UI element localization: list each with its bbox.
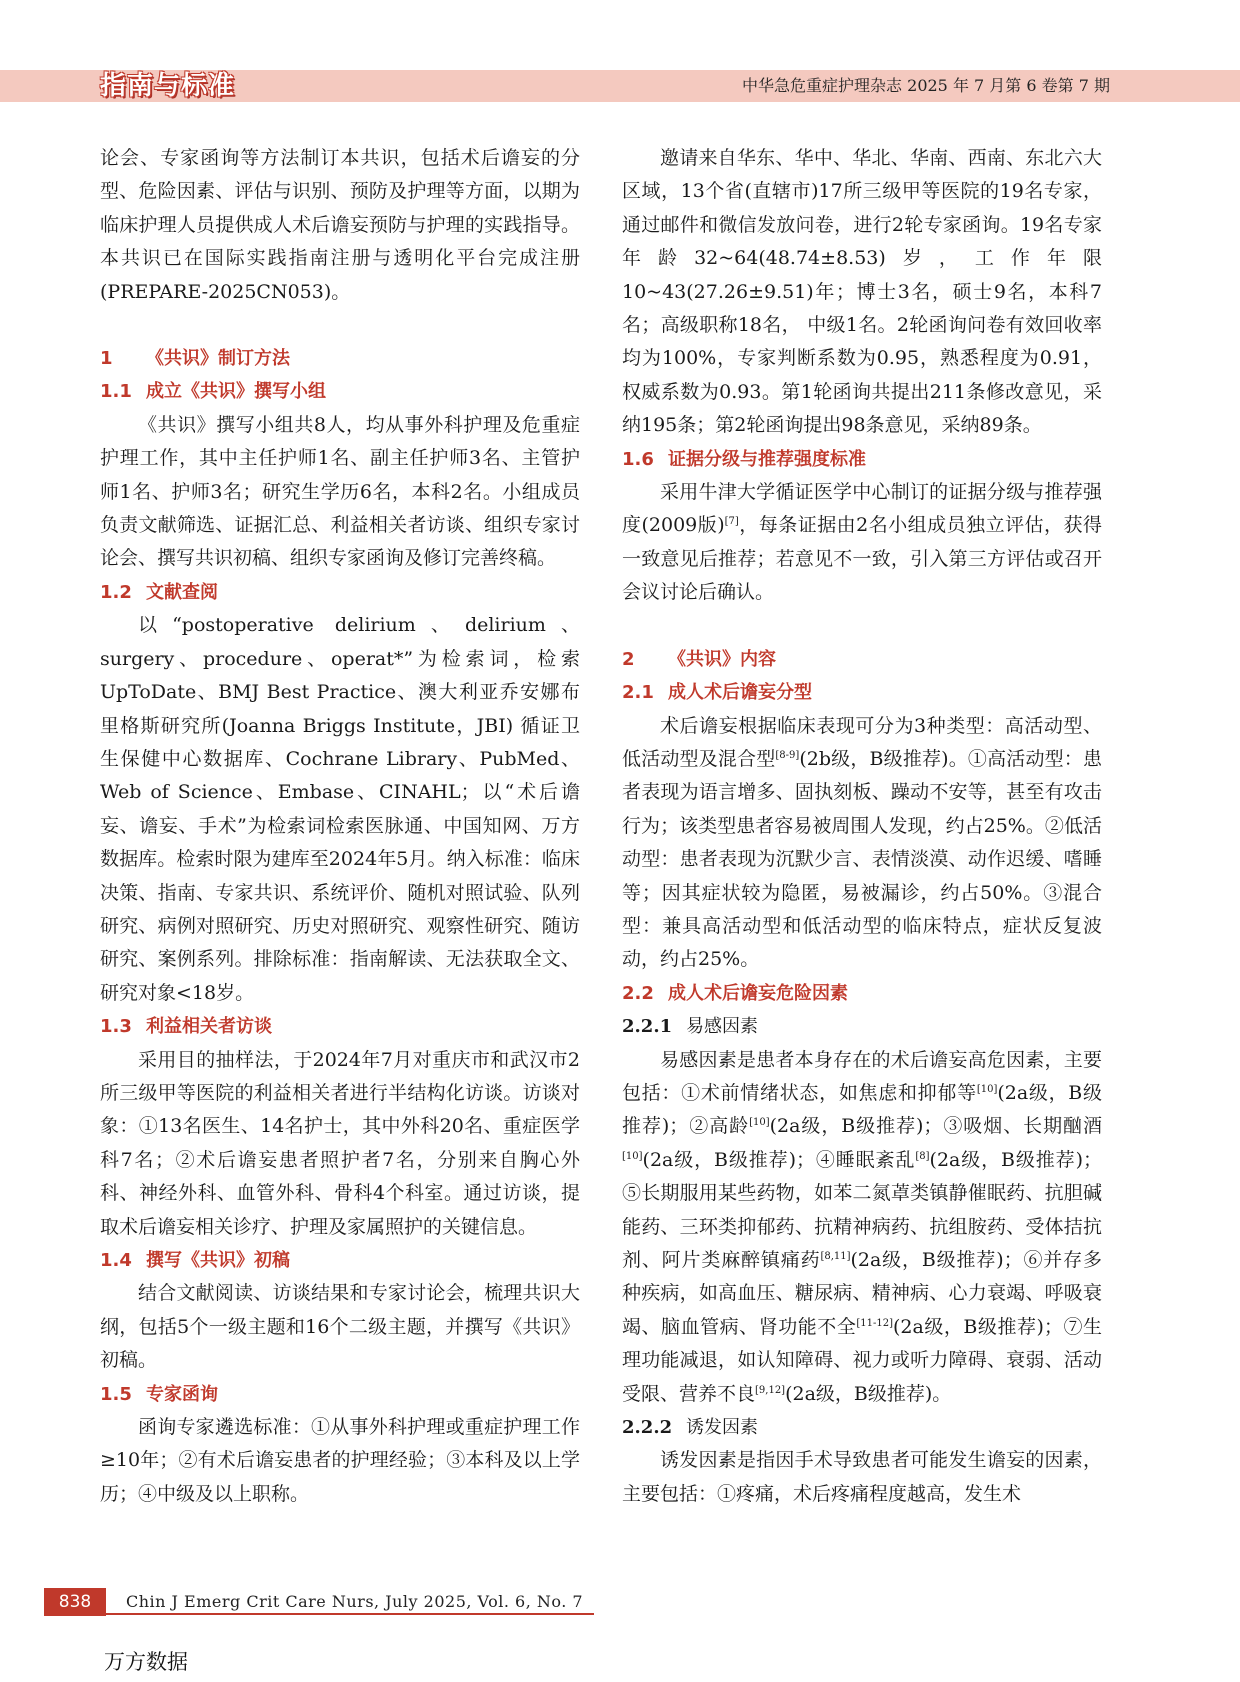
citation: [8] bbox=[915, 1150, 930, 1162]
section-tag: 指南与标准 bbox=[100, 71, 236, 101]
heading-1-5: 1.5 专家函询 bbox=[100, 1383, 218, 1405]
page-number: 838 bbox=[44, 1588, 106, 1616]
left-column bbox=[100, 142, 580, 1511]
citation: [9,12] bbox=[755, 1384, 786, 1396]
heading-2-1: 2.1 成人术后谵妄分型 bbox=[622, 682, 812, 704]
citation: [10] bbox=[976, 1083, 998, 1095]
heading-2-2: 2.2 成人术后谵妄危险因素 bbox=[622, 982, 848, 1004]
paragraph-1-1: 《共识》撰写小组共8人，均从事外科护理及危重症护理工作，其中主任护师1名、副主任护师3名、主管护师1名、护师3名；研究生学历6名，本科2名。小组成员负责文献筛选、证据汇总、利益相关者访谈、组织专家讨论会、撰写共识初稿、组织专家函询及修订完善终稿。 bbox=[100, 413, 580, 570]
heading-2-2-1: 2.2.1 易感因素 bbox=[622, 1016, 758, 1038]
heading-1-3: 1.3 利益相关者访谈 bbox=[100, 1016, 272, 1038]
right-column bbox=[622, 142, 1102, 1511]
paragraph-1-4: 结合文献阅读、访谈结果和专家讨论会，梳理共识大纲，包括5个一级主题和16个二级主题，并撰写《共识》初稿。 bbox=[100, 1282, 580, 1372]
paragraph-1-3: 采用目的抽样法，于2024年7月对重庆市和武汉市2所三级甲等医院的利益相关者进行半结构化访谈。访谈对象：①13名医生、14名护士，其中外科20名、重症医学科7名；②术后谵妄患者照护者7名，分别来自胸心外科、神经外科、血管外科、骨科4个科室。通过访谈，提取术后谵妄相关诊疗、护理及家属照护的关键信息。 bbox=[100, 1048, 580, 1238]
citation: [10] bbox=[749, 1117, 770, 1129]
citation: [8,11] bbox=[820, 1251, 851, 1262]
heading-1: 1 《共识》制订方法 bbox=[100, 348, 290, 370]
watermark: 万方数据 bbox=[104, 1650, 188, 1674]
citation: [8-9] bbox=[775, 749, 800, 761]
citation: [7] bbox=[724, 516, 739, 528]
paragraph-1-2: 以“postoperative delirium、delirium、surgery、procedure、operat*”为检索词，检索UpToDate、BMJ Best Practice、澳大利亚乔安娜布里格斯研究所(Joanna Briggs Institute，JBI) 循证卫生保健中心数据库、Cochrane Library、PubMed、Web of Science、Embase、CINAHL；以“术后谵妄、谵妄、手术”为检索词检索医脉通、中国知网、万方数据库。检索时限为建库至2024年5月。纳入标准：临床决策、指南、专家共识、系统评价、随机对照试验、队列研究、病例对照研究、历史对照研究、观察性研究、随访研究、案例系列。排除标准：指南解读、无法获取全文、研究对象<18岁。 bbox=[100, 614, 580, 1004]
intro-paragraph: 论会、专家函询等方法制订本共识，包括术后谵妄的分型、危险因素、评估与识别、预防及护理等方面，以期为临床护理人员提供成人术后谵妄预防与护理的实践指导。本共识已在国际实践指南注册与透明化平台完成注册(PREPARE-2025CN053)。 bbox=[100, 147, 580, 303]
heading-1-2: 1.2 文献查阅 bbox=[100, 581, 218, 603]
paragraph-2-2-2: 诱发因素是指因手术导致患者可能发生谵妄的因素，主要包括：①疼痛，术后疼痛程度越高，发生术 bbox=[622, 1449, 1102, 1505]
heading-1-1: 1.1 成立《共识》撰写小组 bbox=[100, 381, 326, 403]
heading-2: 2 《共识》内容 bbox=[622, 648, 776, 670]
paragraph-1-6: 采用牛津大学循证医学中心制订的证据分级与推荐强度(2009版)[7]，每条证据由2名小组成员独立评估，获得一致意见后推荐；若意见不一致，引入第三方评估或召开会议讨论后确认。 bbox=[622, 481, 1102, 604]
citation: [11-12] bbox=[856, 1317, 893, 1329]
heading-1-4: 1.4 撰写《共识》初稿 bbox=[100, 1250, 290, 1271]
heading-1-6: 1.6 证据分级与推荐强度标准 bbox=[622, 448, 866, 470]
footer-journal: Chin J Emerg Crit Care Nurs, July 2025, Vol. 6, No. 7 bbox=[126, 1592, 584, 1611]
paragraph-1-5: 函询专家遴选标准：①从事外科护理或重症护理工作≥10年；②有术后谵妄患者的护理经验；③本科及以上学历；④中级及以上职称。 bbox=[100, 1416, 580, 1505]
citation: [10] bbox=[622, 1150, 643, 1162]
heading-2-2-2: 2.2.2 诱发因素 bbox=[622, 1417, 758, 1439]
paragraph-1-5-continued: 邀请来自华东、华中、华北、华南、西南、东北六大区域，13个省(直辖市)17所三级甲等医院的19名专家，通过邮件和微信发放问卷，进行2轮专家函询。19名专家年龄32~64(48.74±8.53)岁，工作年限10~43(27.26±9.51)年；博士3名，硕士9名，本科7名；高级职称18名， 中级1名。2轮函询问卷有效回收率均为100%，专家判断系数为0.95，熟悉程度为0.91，权威系数为0.93。第1轮函询共提出211条修改意见，采纳195条；第2轮函询提出98条意见，采纳89条。 bbox=[622, 147, 1102, 437]
paragraph-2-1: 术后谵妄根据临床表现可分为3种类型：高活动型、低活动型及混合型[8-9](2b级，B级推荐)。①高活动型：患者表现为语言增多、固执刻板、躁动不安等，甚至有攻击行为；该类型患者容易被周围人发现，约占25%。②低活动型：患者表现为沉默少言、表情淡漠、动作迟缓、嗜睡等；因其症状较为隐匿，易被漏诊，约占50%。③混合型：兼具高活动型和低活动型的临床特点，症状反复波动，约占25%。 bbox=[622, 714, 1102, 971]
paragraph-2-2-1: 易感因素是患者本身存在的术后谵妄高危因素，主要包括：①术前情绪状态，如焦虑和抑郁等[10](2a级，B级推荐)；②高龄[10](2a级，B级推荐)；③吸烟、长期酗酒[10](2a级，B级推荐)；④睡眠紊乱[8](2a级，B级推荐)；⑤长期服用某些药物，如苯二氮䓬类镇静催眠药、抗胆碱能药、三环类抑郁药、抗精神病药、抗组胺药、受体拮抗剂、阿片类麻醉镇痛药[8,11](2a级，B级推荐)；⑥并存多种疾病，如高血压、糖尿病、精神病、心力衰竭、呼吸衰竭、脑血管病、肾功能不全[11-12](2a级，B级推荐)；⑦生理功能减退，如认知障碍、视力或听力障碍、衰弱、活动受限、营养不良[9,12](2a级，B级推荐)。 bbox=[622, 1048, 1102, 1405]
journal-info: 中华急危重症护理杂志 2025 年 7 月第 6 卷第 7 期 bbox=[742, 76, 1110, 95]
